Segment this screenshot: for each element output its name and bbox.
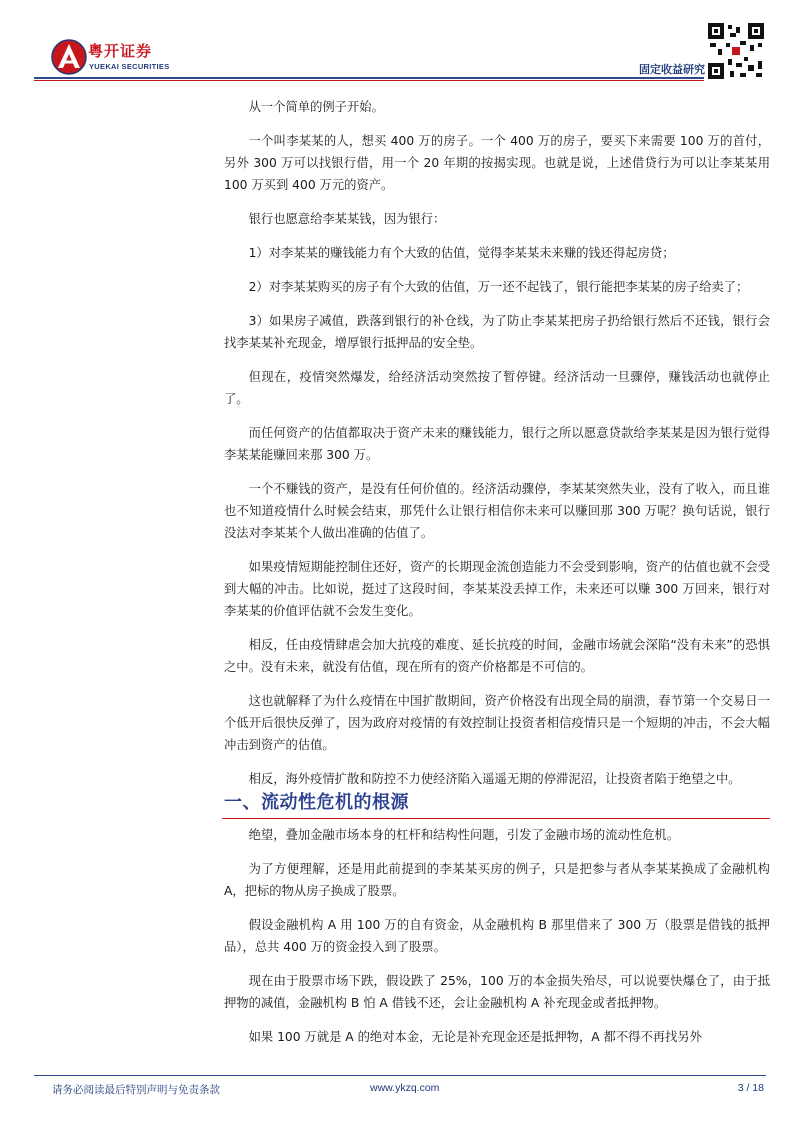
paragraph: 如果疫情短期能控制住还好，资产的长期现金流创造能力不会受到影响，资产的估值也就不会受到大幅的冲击。比如说，挺过了这段时间，李某某没丢掉工作，未来还可以赚 300 万回来，银行对李某某的价值评估就不会发生变化。: [224, 560, 770, 618]
paragraph: 现在由于股票市场下跌，假设跌了 25%，100 万的本金损失殆尽，可以说要快爆仓了，由于抵押物的减值，金融机构 B 怕 A 借钱不还，会让金融机构 A 补充现金或者抵押物。: [224, 974, 770, 1010]
footer-divider: [34, 1075, 766, 1076]
section-divider: [222, 818, 770, 819]
footer-website-link[interactable]: www.ykzq.com: [370, 1082, 440, 1094]
paragraph: 假设金融机构 A 用 100 万的自有资金，从金融机构 B 那里借来了 300 万（股票是借钱的抵押品），总共 400 万的资金投入到了股票。: [224, 918, 770, 954]
paragraph: 一个不赚钱的资产，是没有任何价值的。经济活动骤停，李某某突然失业，没有了收入，而且谁也不知道疫情什么时候会结束，那凭什么让银行相信你未来可以赚回那 300 万呢？换句话说，银行没法对李某某个人做出准确的估值了。: [224, 482, 770, 540]
paragraph: 但现在，疫情突然爆发，给经济活动突然按了暂停键。经济活动一旦骤停，赚钱活动也就停止了。: [224, 370, 770, 406]
header-divider-accent: [34, 80, 704, 81]
paragraph: 从一个简单的例子开始。: [248, 100, 384, 114]
body-text: [224, 96, 770, 802]
paragraph: 银行也愿意给李某某钱，因为银行：: [248, 212, 446, 226]
report-type-label: 固定收益研究: [639, 63, 705, 76]
paragraph: 而任何资产的估值都取决于资产未来的赚钱能力，银行之所以愿意贷款给李某某是因为银行觉得李某某能赚回来那 300 万。: [224, 426, 770, 462]
paragraph: 1）对李某某的赚钱能力有个大致的估值，觉得李某某未来赚的钱还得起房贷；: [248, 246, 675, 260]
section-heading: 一、流动性危机的根源: [224, 792, 409, 813]
brand-name-cn: 粤开证券: [88, 42, 153, 60]
paragraph: 3）如果房子减值，跌落到银行的补仓线，为了防止李某某把房子扔给银行然后不还钱，银行会找李某某补充现金，增厚银行抵押品的安全垫。: [224, 314, 770, 350]
paragraph: 2）对李某某购买的房子有个大致的估值，万一还不起钱了，银行能把李某某的房子给卖了；: [248, 280, 749, 294]
footer-disclaimer: 请务必阅读最后特别声明与免责条款: [52, 1084, 220, 1096]
paragraph: 相反，任由疫情肆虐会加大抗疫的难度、延长抗疫的时间，金融市场就会深陷“没有未来”的恐惧之中。没有未来，就没有估值，现在所有的资产价格都是不可信的。: [224, 638, 770, 674]
paragraph: 绝望，叠加金融市场本身的杠杆和结构性问题，引发了金融市场的流动性危机。: [248, 828, 679, 842]
paragraph: 一个叫李某某的人，想买 400 万的房子。一个 400 万的房子，要买下来需要 100 万的首付，另外 300 万可以找银行借，用一个 20 年期的按揭实现。也就是说，上述借贷行为可以让李某某用 100 万买到 400 万元的资产。: [224, 134, 770, 192]
paragraph: 相反，海外疫情扩散和防控不力使经济陷入遥遥无期的停滞泥沼，让投资者陷于绝望之中。: [248, 772, 741, 786]
brand-name-en: YUEKAI SECURITIES: [89, 62, 170, 71]
header-divider: [34, 77, 704, 79]
page-number: 3 / 18: [737, 1082, 764, 1094]
yuekai-logo-icon: [50, 38, 88, 76]
paragraph: 如果 100 万就是 A 的绝对本金，无论是补充现金还是抵押物，A 都不得不再找另外: [248, 1030, 702, 1044]
paragraph: 为了方便理解，还是用此前提到的李某某买房的例子，只是把参与者从李某某换成了金融机构 A，把标的物从房子换成了股票。: [224, 862, 770, 898]
page-header: [0, 0, 800, 92]
paragraph: 这也就解释了为什么疫情在中国扩散期间，资产价格没有出现全局的崩溃，春节第一个交易日一个低开后很快反弹了，因为政府对疫情的有效控制让投资者相信疫情只是一个短期的冲击，不会大幅冲击到资产的估值。: [224, 694, 770, 752]
section-body-text: [224, 824, 770, 1060]
qr-code-icon: [708, 23, 764, 79]
